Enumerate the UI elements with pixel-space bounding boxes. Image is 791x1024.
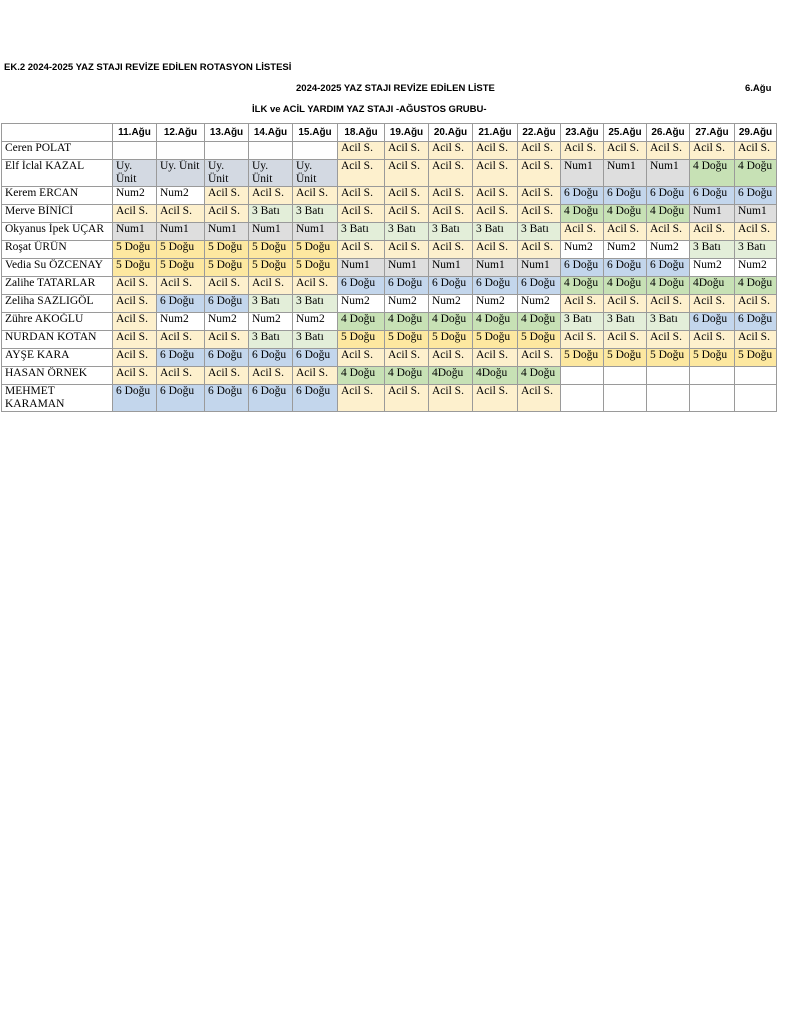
rotation-cell: 6 Doğu xyxy=(205,295,249,313)
rotation-cell: 3 Batı xyxy=(249,205,293,223)
rotation-cell: Acil S. xyxy=(113,313,157,331)
rotation-cell: Num1 xyxy=(113,223,157,241)
rotation-cell: Num1 xyxy=(735,205,777,223)
list-title: 2024-2025 YAZ STAJI REVİZE EDİLEN LİSTE xyxy=(296,83,495,94)
rotation-cell: Acil S. xyxy=(429,142,473,160)
rotation-cell: 5 Doğu xyxy=(205,259,249,277)
rotation-cell: Acil S. xyxy=(338,160,385,187)
rotation-cell: Acil S. xyxy=(735,295,777,313)
table-row xyxy=(2,142,777,160)
rotation-cell xyxy=(157,142,205,160)
rotation-cell: 4 Doğu xyxy=(429,313,473,331)
rotation-cell: Acil S. xyxy=(157,205,205,223)
student-name: Elf İclal KAZAL xyxy=(2,160,113,187)
rotation-cell: Acil S. xyxy=(735,223,777,241)
rotation-cell: Num2 xyxy=(561,241,604,259)
date-header: 18.Ağu xyxy=(338,124,385,142)
rotation-cell: Acil S. xyxy=(249,277,293,295)
date-header: 19.Ağu xyxy=(385,124,429,142)
list-date: 6.Ağu xyxy=(745,83,772,94)
student-name: Zühre AKOĞLU xyxy=(2,313,113,331)
rotation-cell: 3 Batı xyxy=(293,205,338,223)
rotation-cell: Acil S. xyxy=(473,187,518,205)
date-header: 26.Ağu xyxy=(647,124,690,142)
rotation-cell: 6 Doğu xyxy=(735,187,777,205)
rotation-cell xyxy=(249,142,293,160)
rotation-cell: Acil S. xyxy=(473,142,518,160)
rotation-cell: Num1 xyxy=(647,160,690,187)
rotation-cell: 4Doğu xyxy=(690,277,735,295)
rotation-cell xyxy=(205,142,249,160)
rotation-cell: 5 Doğu xyxy=(157,259,205,277)
rotation-cell: Acil S. xyxy=(690,295,735,313)
rotation-cell: 4 Doğu xyxy=(690,160,735,187)
rotation-cell: 4Doğu xyxy=(473,367,518,385)
rotation-cell: 5 Doğu xyxy=(157,241,205,259)
rotation-cell: 4 Doğu xyxy=(385,313,429,331)
date-header: 11.Ağu xyxy=(113,124,157,142)
rotation-cell: Acil S. xyxy=(735,142,777,160)
rotation-cell: 5 Doğu xyxy=(690,349,735,367)
table-row xyxy=(2,160,777,187)
date-header: 22.Ağu xyxy=(518,124,561,142)
date-header: 25.Ağu xyxy=(604,124,647,142)
rotation-cell: Num1 xyxy=(249,223,293,241)
rotation-cell: 5 Doğu xyxy=(561,349,604,367)
rotation-cell: Acil S. xyxy=(293,367,338,385)
rotation-cell: Num1 xyxy=(518,259,561,277)
rotation-cell: 3 Batı xyxy=(561,313,604,331)
rotation-cell: Acil S. xyxy=(205,367,249,385)
student-name: MEHMET KARAMAN xyxy=(2,385,113,412)
rotation-cell: Acil S. xyxy=(385,142,429,160)
rotation-cell: Acil S. xyxy=(561,331,604,349)
rotation-cell: 5 Doğu xyxy=(735,349,777,367)
rotation-cell: Acil S. xyxy=(113,277,157,295)
rotation-cell: Uy. Ünit xyxy=(249,160,293,187)
rotation-cell: Num2 xyxy=(690,259,735,277)
table-row xyxy=(2,313,777,331)
rotation-cell: 5 Doğu xyxy=(249,241,293,259)
rotation-cell: 5 Doğu xyxy=(293,241,338,259)
rotation-cell: 6 Doğu xyxy=(157,295,205,313)
rotation-cell: Acil S. xyxy=(429,160,473,187)
rotation-cell: Acil S. xyxy=(293,187,338,205)
table-row xyxy=(2,367,777,385)
rotation-cell: Acil S. xyxy=(604,295,647,313)
rotation-cell: Acil S. xyxy=(429,349,473,367)
table-row xyxy=(2,205,777,223)
rotation-cell: Acil S. xyxy=(473,241,518,259)
rotation-cell: Acil S. xyxy=(429,385,473,412)
rotation-cell xyxy=(647,385,690,412)
date-header: 27.Ağu xyxy=(690,124,735,142)
rotation-cell: 6 Doğu xyxy=(561,259,604,277)
rotation-cell: Acil S. xyxy=(518,187,561,205)
rotation-cell: Acil S. xyxy=(113,367,157,385)
student-name: NURDAN KOTAN xyxy=(2,331,113,349)
rotation-cell: 3 Batı xyxy=(690,241,735,259)
rotation-cell: Acil S. xyxy=(205,331,249,349)
rotation-cell: Acil S. xyxy=(385,160,429,187)
rotation-cell: Acil S. xyxy=(604,142,647,160)
rotation-cell: Num2 xyxy=(735,259,777,277)
rotation-cell: Num2 xyxy=(429,295,473,313)
rotation-cell: Acil S. xyxy=(518,241,561,259)
rotation-cell: Acil S. xyxy=(293,277,338,295)
rotation-cell: Acil S. xyxy=(429,241,473,259)
rotation-cell: 6 Doğu xyxy=(293,385,338,412)
rotation-cell: 4 Doğu xyxy=(518,313,561,331)
rotation-cell: Acil S. xyxy=(561,142,604,160)
rotation-cell: Acil S. xyxy=(249,367,293,385)
rotation-cell: Num1 xyxy=(690,205,735,223)
rotation-cell: Acil S. xyxy=(385,205,429,223)
student-name: Merve BİNİCİ xyxy=(2,205,113,223)
rotation-cell: Num1 xyxy=(429,259,473,277)
rotation-cell: 6 Doğu xyxy=(647,259,690,277)
rotation-cell: Acil S. xyxy=(473,349,518,367)
rotation-cell: 6 Doğu xyxy=(690,187,735,205)
date-header: 15.Ağu xyxy=(293,124,338,142)
rotation-cell: 4 Doğu xyxy=(604,205,647,223)
rotation-cell: 6 Doğu xyxy=(735,313,777,331)
rotation-cell: 6 Doğu xyxy=(205,349,249,367)
rotation-cell: Acil S. xyxy=(249,187,293,205)
rotation-cell: 3 Batı xyxy=(293,295,338,313)
rotation-cell: 3 Batı xyxy=(604,313,647,331)
student-name: Okyanus İpek UÇAR xyxy=(2,223,113,241)
rotation-cell: 5 Doğu xyxy=(338,331,385,349)
rotation-cell: Num2 xyxy=(113,187,157,205)
rotation-cell: Acil S. xyxy=(561,295,604,313)
rotation-cell: 3 Batı xyxy=(338,223,385,241)
table-row xyxy=(2,187,777,205)
date-header: 29.Ağu xyxy=(735,124,777,142)
rotation-cell: Num2 xyxy=(385,295,429,313)
student-name: AYŞE KARA xyxy=(2,349,113,367)
rotation-cell: 6 Doğu xyxy=(157,385,205,412)
rotation-cell xyxy=(561,367,604,385)
rotation-cell: 3 Batı xyxy=(293,331,338,349)
rotation-cell: Num2 xyxy=(518,295,561,313)
group-title: İLK ve ACİL YARDIM YAZ STAJI -AĞUSTOS GRUBU- xyxy=(252,104,487,115)
rotation-cell: 5 Doğu xyxy=(647,349,690,367)
rotation-cell: 6 Doğu xyxy=(385,277,429,295)
rotation-cell: Acil S. xyxy=(338,349,385,367)
rotation-cell: 6 Doğu xyxy=(604,187,647,205)
rotation-cell: Acil S. xyxy=(338,187,385,205)
rotation-cell: Num2 xyxy=(249,313,293,331)
rotation-cell: Acil S. xyxy=(113,349,157,367)
rotation-cell: 6 Doğu xyxy=(690,313,735,331)
rotation-cell xyxy=(604,385,647,412)
rotation-cell: 6 Doğu xyxy=(561,187,604,205)
table-row xyxy=(2,295,777,313)
rotation-cell: Acil S. xyxy=(518,349,561,367)
student-name: Zeliha SAZLIGÖL xyxy=(2,295,113,313)
rotation-cell: 3 Batı xyxy=(249,295,293,313)
rotation-cell: 3 Batı xyxy=(249,331,293,349)
date-header: 23.Ağu xyxy=(561,124,604,142)
rotation-cell: Num1 xyxy=(205,223,249,241)
rotation-cell: 4 Doğu xyxy=(518,367,561,385)
rotation-cell: Acil S. xyxy=(385,241,429,259)
rotation-cell: Num2 xyxy=(205,313,249,331)
rotation-cell: 6 Doğu xyxy=(249,349,293,367)
rotation-cell: Num2 xyxy=(604,241,647,259)
rotation-cell: Num1 xyxy=(473,259,518,277)
table-row xyxy=(2,223,777,241)
student-name: Zalihe TATARLAR xyxy=(2,277,113,295)
rotation-cell xyxy=(690,367,735,385)
rotation-cell: Uy. Ünit xyxy=(157,160,205,187)
rotation-cell: Acil S. xyxy=(157,331,205,349)
rotation-cell: Acil S. xyxy=(735,331,777,349)
rotation-cell: 5 Doğu xyxy=(518,331,561,349)
rotation-cell xyxy=(293,142,338,160)
rotation-cell: 4 Doğu xyxy=(338,313,385,331)
rotation-cell: Acil S. xyxy=(604,223,647,241)
rotation-cell: Acil S. xyxy=(113,295,157,313)
rotation-cell: 6 Doğu xyxy=(473,277,518,295)
rotation-cell xyxy=(604,367,647,385)
rotation-cell: 5 Doğu xyxy=(113,259,157,277)
date-header: 20.Ağu xyxy=(429,124,473,142)
rotation-cell: Num1 xyxy=(157,223,205,241)
student-name: Ceren POLAT xyxy=(2,142,113,160)
rotation-cell: 4 Doğu xyxy=(561,205,604,223)
name-column-header xyxy=(2,124,113,142)
rotation-cell: Acil S. xyxy=(690,331,735,349)
rotation-cell: 4 Doğu xyxy=(647,277,690,295)
student-name: HASAN ÖRNEK xyxy=(2,367,113,385)
rotation-cell: 5 Doğu xyxy=(249,259,293,277)
rotation-cell: 4 Doğu xyxy=(385,367,429,385)
rotation-cell: Acil S. xyxy=(429,187,473,205)
rotation-cell: Acil S. xyxy=(113,331,157,349)
table-row xyxy=(2,259,777,277)
rotation-cell: Acil S. xyxy=(338,205,385,223)
rotation-cell: Acil S. xyxy=(113,205,157,223)
rotation-table-body xyxy=(2,142,777,412)
rotation-cell: Num2 xyxy=(338,295,385,313)
document-title: EK.2 2024-2025 YAZ STAJI REVİZE EDİLEN ROTASYON LİSTESİ xyxy=(4,62,292,73)
rotation-cell: Acil S. xyxy=(338,385,385,412)
rotation-cell: 4 Doğu xyxy=(604,277,647,295)
student-name: Roşat ÜRÜN xyxy=(2,241,113,259)
rotation-cell: Acil S. xyxy=(385,349,429,367)
rotation-cell: 4 Doğu xyxy=(647,205,690,223)
rotation-cell: Acil S. xyxy=(518,142,561,160)
rotation-cell: Acil S. xyxy=(561,223,604,241)
rotation-cell: Acil S. xyxy=(690,223,735,241)
rotation-cell: Num2 xyxy=(647,241,690,259)
rotation-cell: Acil S. xyxy=(647,223,690,241)
rotation-cell: Acil S. xyxy=(690,142,735,160)
rotation-cell: 3 Batı xyxy=(518,223,561,241)
rotation-cell: 3 Batı xyxy=(647,313,690,331)
rotation-cell xyxy=(647,367,690,385)
rotation-cell: 6 Doğu xyxy=(205,385,249,412)
rotation-cell: 3 Batı xyxy=(429,223,473,241)
rotation-cell: Acil S. xyxy=(205,277,249,295)
rotation-table xyxy=(1,123,777,412)
rotation-cell: 4 Doğu xyxy=(735,160,777,187)
rotation-cell: Acil S. xyxy=(518,160,561,187)
rotation-cell: 5 Doğu xyxy=(293,259,338,277)
rotation-cell: 6 Doğu xyxy=(338,277,385,295)
rotation-cell: Acil S. xyxy=(385,187,429,205)
rotation-cell: Acil S. xyxy=(429,205,473,223)
student-name: Kerem ERCAN xyxy=(2,187,113,205)
rotation-cell: 6 Doğu xyxy=(113,385,157,412)
rotation-cell: Acil S. xyxy=(205,187,249,205)
student-name: Vedia Su ÖZCENAY xyxy=(2,259,113,277)
rotation-cell: Num2 xyxy=(473,295,518,313)
rotation-cell: Num1 xyxy=(293,223,338,241)
rotation-cell: Acil S. xyxy=(604,331,647,349)
rotation-cell: 5 Doğu xyxy=(113,241,157,259)
rotation-cell: 3 Batı xyxy=(385,223,429,241)
rotation-cell: Num1 xyxy=(338,259,385,277)
table-row xyxy=(2,241,777,259)
rotation-cell: Acil S. xyxy=(518,385,561,412)
date-header: 21.Ağu xyxy=(473,124,518,142)
rotation-cell: Acil S. xyxy=(647,142,690,160)
rotation-cell: Acil S. xyxy=(338,142,385,160)
rotation-cell: Acil S. xyxy=(473,205,518,223)
rotation-cell: 4 Doğu xyxy=(473,313,518,331)
rotation-cell: 6 Doğu xyxy=(293,349,338,367)
rotation-cell: Acil S. xyxy=(205,205,249,223)
rotation-cell: Acil S. xyxy=(338,241,385,259)
rotation-cell: Acil S. xyxy=(647,331,690,349)
rotation-cell: 6 Doğu xyxy=(429,277,473,295)
rotation-cell: 6 Doğu xyxy=(647,187,690,205)
rotation-cell: Acil S. xyxy=(157,367,205,385)
rotation-cell: 5 Doğu xyxy=(205,241,249,259)
rotation-cell: Acil S. xyxy=(473,385,518,412)
table-row xyxy=(2,277,777,295)
rotation-cell: 4 Doğu xyxy=(735,277,777,295)
rotation-cell: Num2 xyxy=(157,313,205,331)
rotation-cell: Uy. Ünit xyxy=(205,160,249,187)
date-header: 14.Ağu xyxy=(249,124,293,142)
rotation-cell: Num1 xyxy=(561,160,604,187)
date-header: 13.Ağu xyxy=(205,124,249,142)
rotation-cell: Uy. Ünit xyxy=(113,160,157,187)
rotation-cell: Uy. Ünit xyxy=(293,160,338,187)
table-row xyxy=(2,331,777,349)
rotation-cell: Num2 xyxy=(157,187,205,205)
rotation-cell: 5 Doğu xyxy=(473,331,518,349)
date-header: 12.Ağu xyxy=(157,124,205,142)
rotation-cell: 6 Doğu xyxy=(157,349,205,367)
rotation-cell: Acil S. xyxy=(473,160,518,187)
rotation-cell xyxy=(561,385,604,412)
rotation-cell: Acil S. xyxy=(647,295,690,313)
rotation-cell: 6 Doğu xyxy=(604,259,647,277)
rotation-cell: 6 Doğu xyxy=(518,277,561,295)
rotation-cell xyxy=(735,367,777,385)
rotation-cell xyxy=(113,142,157,160)
rotation-cell: 5 Doğu xyxy=(429,331,473,349)
rotation-cell: Acil S. xyxy=(385,385,429,412)
rotation-cell: 4 Doğu xyxy=(561,277,604,295)
rotation-cell: Acil S. xyxy=(157,277,205,295)
header-row xyxy=(2,124,777,142)
rotation-cell: 6 Doğu xyxy=(249,385,293,412)
rotation-cell: Acil S. xyxy=(518,205,561,223)
rotation-cell: Num1 xyxy=(385,259,429,277)
table-row xyxy=(2,349,777,367)
rotation-cell: Num2 xyxy=(293,313,338,331)
rotation-cell: 4 Doğu xyxy=(338,367,385,385)
table-row xyxy=(2,385,777,412)
rotation-cell xyxy=(735,385,777,412)
rotation-cell: 4Doğu xyxy=(429,367,473,385)
rotation-cell xyxy=(690,385,735,412)
rotation-cell: 5 Doğu xyxy=(604,349,647,367)
rotation-cell: 3 Batı xyxy=(473,223,518,241)
rotation-cell: 5 Doğu xyxy=(385,331,429,349)
rotation-cell: Num1 xyxy=(604,160,647,187)
rotation-cell: 3 Batı xyxy=(735,241,777,259)
